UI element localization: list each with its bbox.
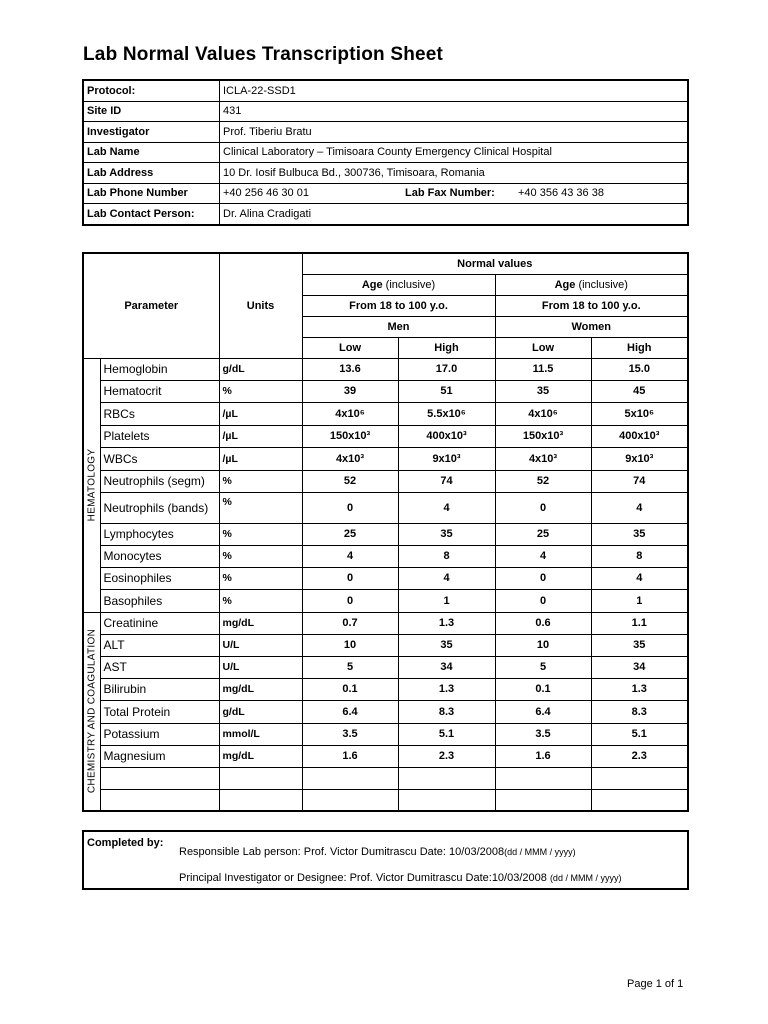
men-low-cell: 1.6 xyxy=(302,745,398,767)
empty-cell xyxy=(398,767,495,789)
parameter-cell: Creatinine xyxy=(100,612,219,634)
parameter-header: Parameter xyxy=(83,253,219,358)
women-low-cell: 1.6 xyxy=(495,745,591,767)
header-row-normal-values xyxy=(83,253,688,274)
phone-label: Lab Phone Number xyxy=(83,183,220,204)
women-low-cell: 0.6 xyxy=(495,612,591,634)
parameter-cell: Potassium xyxy=(100,723,219,745)
table-row xyxy=(83,589,688,612)
men-low-cell: 150x10³ xyxy=(302,425,398,447)
responsible-lab-person-line xyxy=(179,846,576,858)
protocol-value: ICLA-22-SSD1 xyxy=(220,80,689,101)
empty-cell xyxy=(591,789,688,811)
responsible-lab-person-text: Responsible Lab person: Prof. Victor Dumitrascu Date: 10/03/2008 xyxy=(179,846,505,858)
women-high-header: High xyxy=(591,337,688,358)
unit-cell: U/L xyxy=(219,634,302,656)
parameter-cell: Magnesium xyxy=(100,745,219,767)
unit-cell: % xyxy=(219,470,302,492)
women-low-cell: 4 xyxy=(495,545,591,567)
investigator-label: Investigator xyxy=(83,122,220,143)
men-high-cell: 51 xyxy=(398,380,495,402)
empty-cell xyxy=(219,789,302,811)
women-high-cell: 34 xyxy=(591,656,688,678)
age-range-men: From 18 to 100 y.o. xyxy=(302,295,495,316)
units-header: Units xyxy=(219,253,302,358)
section-chemistry-label: CHEMISTRY AND COAGULATION xyxy=(86,629,98,794)
women-high-cell: 8.3 xyxy=(591,700,688,723)
unit-cell: % xyxy=(219,523,302,545)
unit-cell: g/dL xyxy=(219,358,302,380)
table-row xyxy=(83,470,688,492)
contact-value: Dr. Alina Cradigati xyxy=(220,204,689,225)
table-row xyxy=(83,425,688,447)
investigator-value: Prof. Tiberiu Bratu xyxy=(220,122,689,143)
fax-value: +40 356 43 36 38 xyxy=(515,183,688,204)
table-row xyxy=(83,612,688,634)
women-low-cell: 0.1 xyxy=(495,678,591,700)
men-low-cell: 3.5 xyxy=(302,723,398,745)
unit-cell: % xyxy=(219,380,302,402)
table-row xyxy=(83,358,688,380)
investigator-row xyxy=(83,122,688,143)
empty-cell xyxy=(591,767,688,789)
age-header-women xyxy=(495,274,688,295)
women-low-header: Low xyxy=(495,337,591,358)
men-low-cell: 0.7 xyxy=(302,612,398,634)
contact-row xyxy=(83,204,688,225)
protocol-label: Protocol: xyxy=(83,80,220,101)
age-label: Age xyxy=(554,278,576,291)
fax-label: Lab Fax Number: xyxy=(405,183,515,204)
women-high-cell: 35 xyxy=(591,634,688,656)
men-high-cell: 1.3 xyxy=(398,678,495,700)
parameter-cell: Total Protein xyxy=(100,700,219,723)
empty-cell xyxy=(495,767,591,789)
men-low-cell: 52 xyxy=(302,470,398,492)
women-low-cell: 35 xyxy=(495,380,591,402)
women-high-cell: 8 xyxy=(591,545,688,567)
table-row xyxy=(83,380,688,402)
parameter-cell: Hemoglobin xyxy=(100,358,219,380)
empty-cell xyxy=(100,789,219,811)
women-high-cell: 35 xyxy=(591,523,688,545)
age-inclusive: (inclusive) xyxy=(578,278,628,291)
empty-cell xyxy=(302,789,398,811)
age-range-women: From 18 to 100 y.o. xyxy=(495,295,688,316)
women-low-cell: 52 xyxy=(495,470,591,492)
women-high-cell: 5.1 xyxy=(591,723,688,745)
women-low-cell: 3.5 xyxy=(495,723,591,745)
men-high-cell: 4 xyxy=(398,567,495,589)
men-low-cell: 13.6 xyxy=(302,358,398,380)
lab-name-label: Lab Name xyxy=(83,142,220,163)
women-low-cell: 6.4 xyxy=(495,700,591,723)
men-high-cell: 5.1 xyxy=(398,723,495,745)
men-low-cell: 39 xyxy=(302,380,398,402)
empty-row xyxy=(83,789,688,811)
unit-cell: mmol/L xyxy=(219,723,302,745)
parameter-cell: Platelets xyxy=(100,425,219,447)
age-inclusive: (inclusive) xyxy=(385,278,436,291)
parameter-cell: ALT xyxy=(100,634,219,656)
men-high-cell: 2.3 xyxy=(398,745,495,767)
contact-label: Lab Contact Person: xyxy=(83,204,220,225)
unit-cell: % xyxy=(219,567,302,589)
table-row xyxy=(83,634,688,656)
table-row xyxy=(83,656,688,678)
age-header-men xyxy=(302,274,495,295)
parameter-cell: Basophiles xyxy=(100,589,219,612)
parameter-cell: Neutrophils (segm) xyxy=(100,470,219,492)
women-high-cell: 4 xyxy=(591,567,688,589)
women-low-cell: 5 xyxy=(495,656,591,678)
women-low-cell: 150x10³ xyxy=(495,425,591,447)
lab-name-value: Clinical Laboratory – Timisoara County Emergency Clinical Hospital xyxy=(220,142,689,163)
table-row xyxy=(83,492,688,523)
unit-cell: /µL xyxy=(219,447,302,470)
phone-row xyxy=(83,183,688,204)
protocol-row xyxy=(83,80,688,101)
normal-values-table xyxy=(82,252,689,812)
empty-cell xyxy=(302,767,398,789)
men-high-cell: 8 xyxy=(398,545,495,567)
women-high-cell: 1.1 xyxy=(591,612,688,634)
date-format-hint: (dd / MMM / yyyy) xyxy=(504,847,576,857)
men-high-cell: 17.0 xyxy=(398,358,495,380)
empty-cell xyxy=(398,789,495,811)
lab-address-value: 10 Dr. Iosif Bulbuca Bd., 300736, Timisoara, Romania xyxy=(220,163,689,184)
women-low-cell: 4x10³ xyxy=(495,447,591,470)
men-high-cell: 1 xyxy=(398,589,495,612)
women-high-cell: 5x10⁶ xyxy=(591,402,688,425)
men-low-header: Low xyxy=(302,337,398,358)
men-high-cell: 34 xyxy=(398,656,495,678)
completed-by-box xyxy=(82,830,689,890)
unit-cell: g/dL xyxy=(219,700,302,723)
women-high-cell: 400x10³ xyxy=(591,425,688,447)
lab-address-label: Lab Address xyxy=(83,163,220,184)
men-high-cell: 1.3 xyxy=(398,612,495,634)
unit-cell: mg/dL xyxy=(219,745,302,767)
site-label: Site ID xyxy=(83,101,220,122)
empty-row xyxy=(83,767,688,789)
men-high-cell: 9x10³ xyxy=(398,447,495,470)
women-header: Women xyxy=(495,316,688,337)
women-high-cell: 1 xyxy=(591,589,688,612)
unit-cell: /µL xyxy=(219,402,302,425)
table-row xyxy=(83,523,688,545)
empty-cell xyxy=(219,767,302,789)
women-low-cell: 0 xyxy=(495,492,591,523)
unit-cell: % xyxy=(219,492,302,523)
table-row xyxy=(83,745,688,767)
completed-by-label: Completed by: xyxy=(87,837,164,849)
principal-investigator-line xyxy=(179,872,621,884)
men-high-header: High xyxy=(398,337,495,358)
unit-cell: % xyxy=(219,545,302,567)
women-low-cell: 25 xyxy=(495,523,591,545)
men-high-cell: 5.5x10⁶ xyxy=(398,402,495,425)
section-hematology-label: HEMATOLOGY xyxy=(86,448,98,522)
phone-value: +40 256 46 30 01 xyxy=(220,183,406,204)
normal-values-header: Normal values xyxy=(302,253,688,274)
women-high-cell: 9x10³ xyxy=(591,447,688,470)
women-high-cell: 2.3 xyxy=(591,745,688,767)
unit-cell: U/L xyxy=(219,656,302,678)
parameter-cell: RBCs xyxy=(100,402,219,425)
lab-address-row xyxy=(83,163,688,184)
empty-cell xyxy=(495,789,591,811)
parameter-cell: Eosinophiles xyxy=(100,567,219,589)
parameter-cell: AST xyxy=(100,656,219,678)
table-row xyxy=(83,567,688,589)
parameter-cell: WBCs xyxy=(100,447,219,470)
parameter-cell: Neutrophils (bands) xyxy=(100,492,219,523)
women-high-cell: 1.3 xyxy=(591,678,688,700)
men-high-cell: 4 xyxy=(398,492,495,523)
lab-name-row xyxy=(83,142,688,163)
unit-cell: mg/dL xyxy=(219,612,302,634)
men-low-cell: 4 xyxy=(302,545,398,567)
unit-cell: % xyxy=(219,589,302,612)
men-high-cell: 8.3 xyxy=(398,700,495,723)
parameter-cell: Hematocrit xyxy=(100,380,219,402)
men-low-cell: 10 xyxy=(302,634,398,656)
site-info-table xyxy=(82,79,689,226)
age-label: Age xyxy=(361,278,383,291)
empty-cell xyxy=(100,767,219,789)
unit-cell: mg/dL xyxy=(219,678,302,700)
women-low-cell: 0 xyxy=(495,589,591,612)
table-row xyxy=(83,447,688,470)
page-number: Page 1 of 1 xyxy=(627,978,684,990)
men-high-cell: 400x10³ xyxy=(398,425,495,447)
women-low-cell: 4x10⁶ xyxy=(495,402,591,425)
men-low-cell: 0.1 xyxy=(302,678,398,700)
parameter-cell: Lymphocytes xyxy=(100,523,219,545)
women-low-cell: 11.5 xyxy=(495,358,591,380)
men-low-cell: 0 xyxy=(302,589,398,612)
women-low-cell: 0 xyxy=(495,567,591,589)
women-high-cell: 45 xyxy=(591,380,688,402)
men-low-cell: 5 xyxy=(302,656,398,678)
men-low-cell: 4x10⁶ xyxy=(302,402,398,425)
women-high-cell: 15.0 xyxy=(591,358,688,380)
section-chemistry xyxy=(83,612,100,811)
men-high-cell: 35 xyxy=(398,523,495,545)
women-high-cell: 74 xyxy=(591,470,688,492)
table-row xyxy=(83,402,688,425)
site-value: 431 xyxy=(220,101,689,122)
women-high-cell: 4 xyxy=(591,492,688,523)
parameter-cell: Bilirubin xyxy=(100,678,219,700)
unit-cell: /µL xyxy=(219,425,302,447)
men-low-cell: 0 xyxy=(302,567,398,589)
section-hematology xyxy=(83,358,100,612)
men-low-cell: 6.4 xyxy=(302,700,398,723)
table-row xyxy=(83,700,688,723)
men-low-cell: 4x10³ xyxy=(302,447,398,470)
date-format-hint: (dd / MMM / yyyy) xyxy=(549,873,622,883)
table-row xyxy=(83,723,688,745)
parameter-cell: Monocytes xyxy=(100,545,219,567)
men-high-cell: 74 xyxy=(398,470,495,492)
men-low-cell: 0 xyxy=(302,492,398,523)
page-title: Lab Normal Values Transcription Sheet xyxy=(83,44,444,65)
men-low-cell: 25 xyxy=(302,523,398,545)
men-header: Men xyxy=(302,316,495,337)
table-row xyxy=(83,678,688,700)
table-row xyxy=(83,545,688,567)
men-high-cell: 35 xyxy=(398,634,495,656)
principal-investigator-text: Principal Investigator or Designee: Prof. Victor Dumitrascu Date:10/03/2008 xyxy=(179,872,550,884)
women-low-cell: 10 xyxy=(495,634,591,656)
site-row xyxy=(83,101,688,122)
